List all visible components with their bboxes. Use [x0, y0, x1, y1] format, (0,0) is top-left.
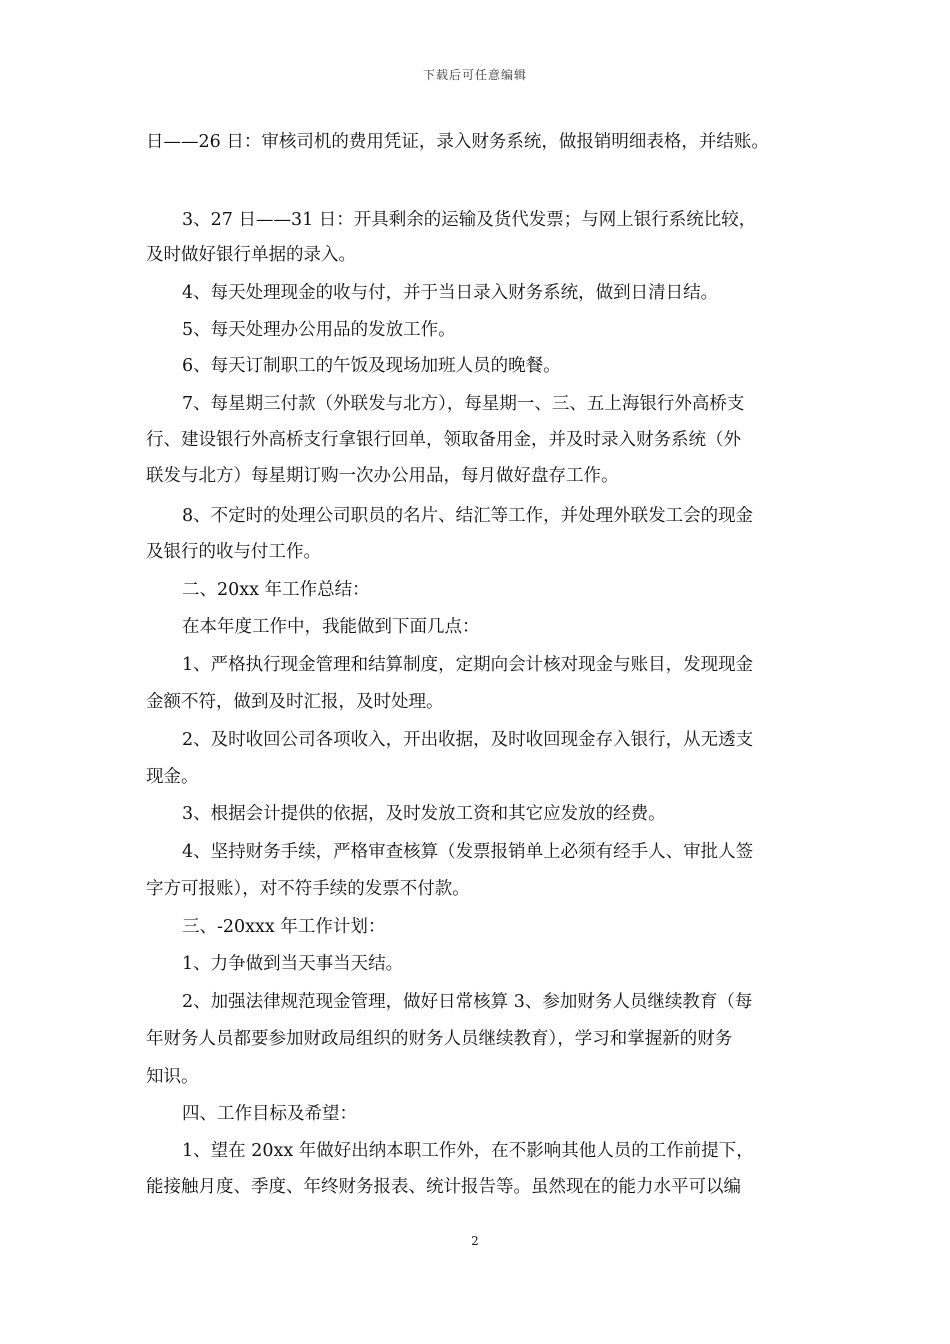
page-number: 2 — [471, 1234, 479, 1248]
text-line: 能接触月度、季度、年终财务报表、统计报告等。虽然现在的能力水平可以编 — [146, 1177, 741, 1197]
section-heading: 二、20xx 年工作总结： — [182, 580, 370, 600]
text-line: 现金。 — [146, 767, 199, 787]
text-line: 2、加强法律规范现金管理，做好日常核算 3、参加财务人员继续教育（每 — [182, 992, 753, 1012]
text-line: 4、每天处理现金的收与付，并于当日录入财务系统，做到日清日结。 — [182, 283, 719, 303]
text-line: 1、力争做到当天事当天结。 — [182, 954, 404, 974]
text-line: 及时做好银行单据的录入。 — [146, 245, 356, 265]
text-line: 1、严格执行现金管理和结算制度，定期向会计核对现金与账目，发现现金 — [182, 655, 754, 675]
text-line: 日——26 日：审核司机的费用凭证，录入财务系统，做报销明细表格，并结账。 — [146, 132, 769, 152]
text-line: 6、每天订制职工的午饭及现场加班人员的晚餐。 — [182, 356, 561, 376]
text-line: 8、不定时的处理公司职员的名片、结汇等工作，并处理外联发工会的现金 — [182, 506, 754, 526]
text-line: 1、望在 20xx 年做好出纳本职工作外，在不影响其他人员的工作前提下， — [182, 1141, 754, 1161]
text-line: 在本年度工作中，我能做到下面几点： — [182, 617, 480, 637]
text-line: 金额不符，做到及时汇报，及时处理。 — [146, 692, 444, 712]
section-heading: 四、工作目标及希望： — [182, 1104, 357, 1124]
text-line: 联发与北方）每星期订购一次办公用品，每月做好盘存工作。 — [146, 466, 619, 486]
text-line: 2、及时收回公司各项收入，开出收据，及时收回现金存入银行，从无透支 — [182, 730, 754, 750]
text-line: 3、根据会计提供的依据，及时发放工资和其它应发放的经费。 — [182, 804, 666, 824]
page-header: 下载后可任意编辑 — [422, 68, 527, 82]
text-line: 字方可报账），对不符手续的发票不付款。 — [146, 879, 470, 899]
text-line: 知识。 — [146, 1067, 199, 1087]
text-line: 及银行的收与付工作。 — [146, 542, 321, 562]
text-line: 行、建设银行外高桥支行拿银行回单，领取备用金，并及时录入财务系统（外 — [146, 430, 741, 450]
text-line: 5、每天处理办公用品的发放工作。 — [182, 320, 456, 340]
text-line: 4、坚持财务手续，严格审查核算（发票报销单上必须有经手人、审批人签 — [182, 842, 754, 862]
text-line: 年财务人员都要参加财政局组织的财务人员继续教育），学习和掌握新的财务 — [146, 1029, 733, 1049]
text-line: 7、每星期三付款（外联发与北方），每星期一、三、五上海银行外高桥支 — [182, 394, 745, 414]
text-line: 3、27 日——31 日：开具剩余的运输及货代发票；与网上银行系统比较， — [182, 210, 757, 230]
section-heading: 三、-20xxx 年工作计划： — [182, 917, 386, 937]
